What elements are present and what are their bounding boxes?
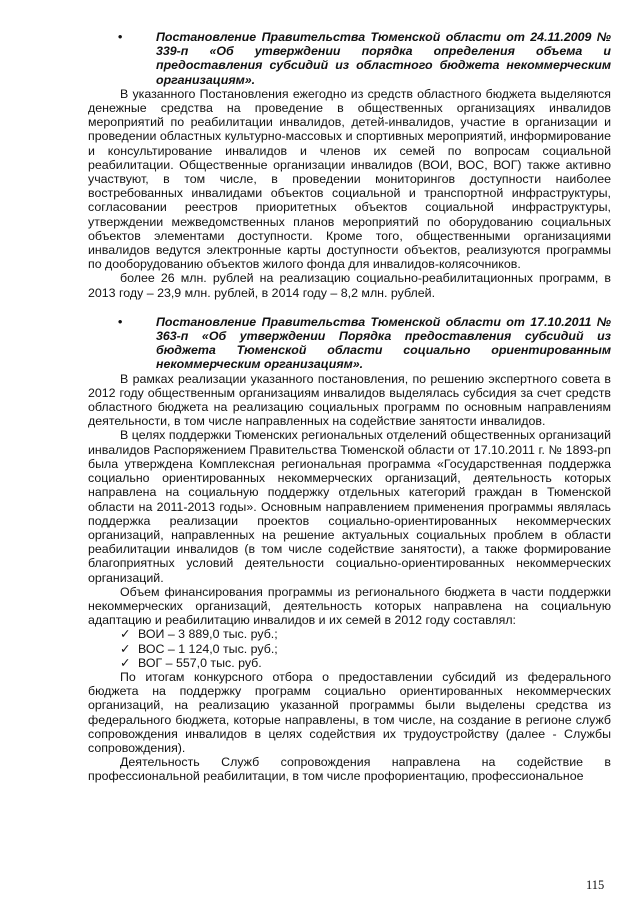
heading-text-2: Постановление Правительства Тюменской области от 17.10.2011 № 363-п «Об утверждении Порядка предоставления субсидий из бюджета Тюменской области социально ориентированным некоммерческим организациям». [156, 314, 611, 372]
document-page [88, 30, 611, 784]
check-icon: ✓ [120, 641, 131, 656]
paragraph: более 26 млн. рублей на реализацию социально-реабилитационных программ, в 2013 году – 23,9 млн. рублей, в 2014 году – 8,2 млн. рублей. [88, 271, 611, 300]
funding-list [88, 627, 611, 670]
paragraph: По итогам конкурсного отбора о предоставлении субсидий из федерального бюджета на поддержку программ социально ориентированных некоммерческих организаций, на реализацию указанной программы были выделены средства из федерального бюджета, которые направлены, в том числе, на создание в регионе служб сопровождения инвалидов в целях содействия их трудоустройству (далее - Службы сопровождения). [88, 669, 611, 755]
section-heading-1 [88, 30, 611, 87]
paragraph: Объем финансирования программы из регионального бюджета в части поддержки некоммерческих организаций, деятельность которых направлена на социальную адаптацию и реабилитацию инвалидов и их семей в 2012 году составлял: [88, 584, 611, 628]
paragraph: В рамках реализации указанного постановления, по решению экспертного совета в 2012 году общественным организациям инвалидов выделялась субсидия за счет средств областного бюджета на реализацию социальных программ по основным направлениям деятельности, в том числе направленных на содействие занятости инвалидов. [88, 371, 611, 429]
paragraph: В целях поддержки Тюменских региональных отделений общественных организаций инвалидов Распоряжением Правительства Тюменской области от 17.10.2011 г. № 1893-рп была утверждена Комплексная региональная программа «Государственная поддержка социально ориентированных некоммерческих организаций, деятельность которых направлена на социальную поддержку отдельных категорий граждан в Тюменской области на 2011-2013 годы». Основным направлением применения программы являлась поддержка реализации проектов социально-ориентированных некоммерческих организаций, направленных на решение актуальных социальных проблем в области реабилитации инвалидов (в том числе содействие занятости), а также формирование благоприятных условий деятельности социально-ориентированных некоммерческих организаций. [88, 428, 611, 585]
check-icon: ✓ [120, 627, 131, 642]
list-item: ✓ ВОС – 1 124,0 тыс. руб.; [120, 641, 278, 656]
heading-text-1: Постановление Правительства Тюменской области от 24.11.2009 № 339-п «Об утверждении порядка определения объема и предоставления субсидий из областного бюджета некоммерческим организациям». [156, 30, 611, 87]
check-icon: ✓ [120, 655, 131, 670]
bullet-icon: • [118, 314, 123, 329]
paragraph: В указанного Постановления ежегодно из средств областного бюджета выделяются денежные средства на проведение в общественных организациях инвалидов мероприятий по реабилитации инвалидов, детей-инвалидов, участие в организации и проведении областных культурно-массовых и спортивных мероприятий, информирование и консультирование инвалидов и членов их семей по вопросам социальной реабилитации. Общественные организации инвалидов (ВОИ, ВОС, ВОГ) также активно участвуют, в том числе, в проведении мониторингов доступности наиболее востребованных инвалидами объектов социальной и транспортной инфраструктуры, согласовании реестров приоритетных объектов социальной инфраструктуры, утверждении межведомственных планов мероприятий по оборудованию социальных объектов элементами доступности. Кроме того, общественными организациями инвалидов ведутся электронные карты доступности объектов, реализуются программы по дооборудованию объектов жилого фонда для инвалидов-колясочников. [88, 86, 611, 272]
paragraph: Деятельность Служб сопровождения направлена на содействие в профессиональной реабилитации, в том числе профориентацию, профессиональное [88, 755, 611, 784]
list-item: ✓ ВОГ – 557,0 тыс. руб. [120, 655, 262, 670]
list-item: ✓ ВОИ – 3 889,0 тыс. руб.; [120, 627, 278, 642]
section-heading-2 [88, 315, 611, 372]
bullet-icon: • [118, 30, 123, 44]
page-number: 115 [586, 878, 605, 892]
